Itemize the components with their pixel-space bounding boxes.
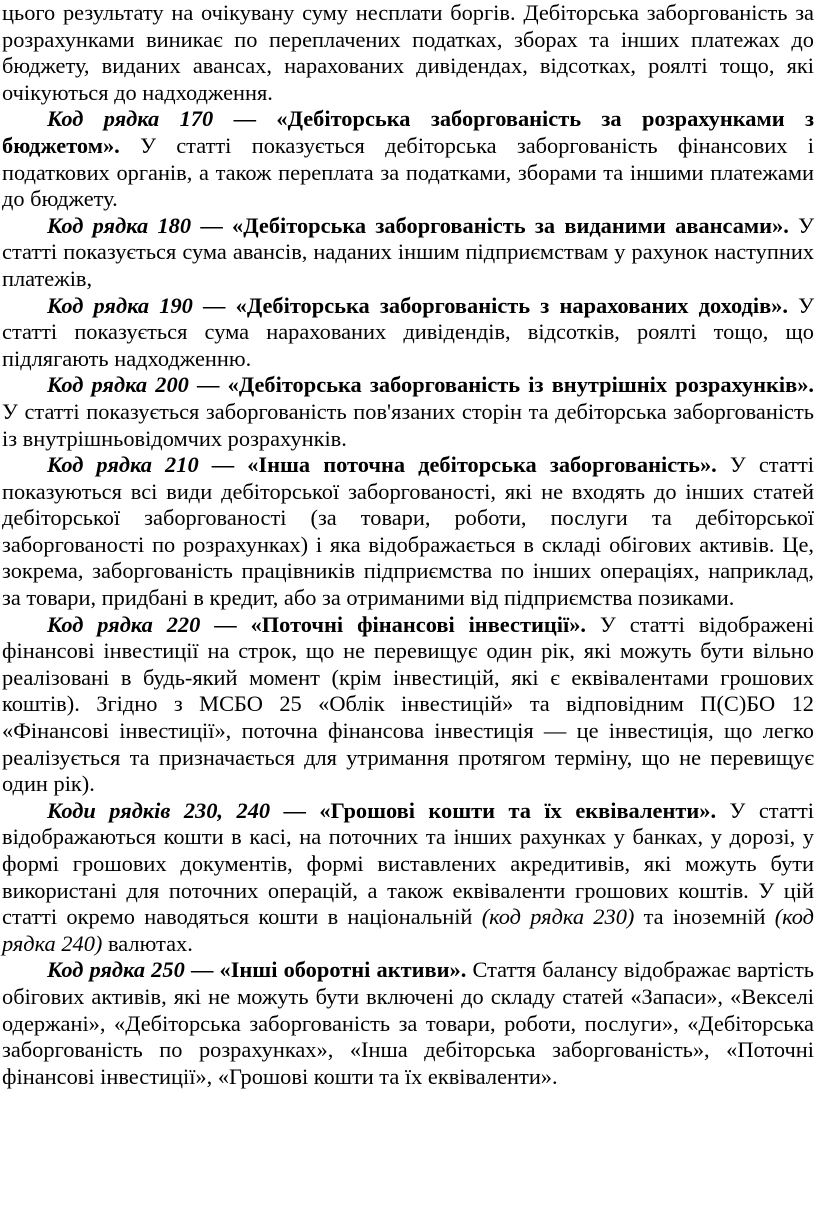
paragraph-text: У статті показується сума авансів, наданих іншим підприємствам у рахунок наступних платежів,	[2, 212, 815, 291]
dash: —	[191, 212, 233, 238]
paragraph-text: У статті показуються всі види дебіторської заборгованості, які не входять до інших статей дебіторської заборгованості (за товари, роботи, послуги та дебіторської заборгованості по розрахунках) і яка відображається в складі обігових активів. Це, зокрема, заборгованість працівників підприємства по інших операціях, наприклад, за товари, придбані в кредит, або за отриманими від підприємства позиками.	[2, 452, 814, 611]
row-heading: «Поточні фінансові інвестиції».	[250, 611, 586, 637]
paragraph-text: Стаття балансу відображає вартість обігових активів, які не можуть бути включені до складу статей «Запаси», «Векселі одержані», «Дебіторська заборгованість за товари, роботи, послуги», «Дебіторська заборгованість по розрахунках», «Інша дебіторська заборгованість», «Поточні фінансові інвестиції», «Грошові кошти та їх еквіваленти».	[2, 957, 814, 1089]
paragraph-text: У статті показується дебіторська заборгованість фінансових і податкових органів, а також переплата за податками, зборами та іншими платежами до бюджету.	[2, 132, 814, 212]
row-code-inline: (код рядка 240)	[2, 904, 815, 956]
row-heading: «Дебіторська заборгованість за виданими авансами».	[232, 212, 789, 238]
paragraph-text: У статті відображаються кошти в касі, на поточних та інших рахунках у банках, у дорозі, у формі грошових документів, формі виставлених акредитивів, які можуть бути використані для поточних операцій, а також еквіваленти грошових коштів. У цій статті окремо наводяться кошти в національній	[2, 797, 814, 930]
row-heading: «Грошові кошти та їх еквіваленти».	[319, 797, 717, 823]
row-heading: «Інша поточна дебіторська заборгованість».	[247, 452, 717, 478]
row-heading: «Дебіторська заборгованість із внутрішніх розрахунків».	[227, 372, 814, 398]
paragraph-text: У статті відображені фінансові інвестиції на строк, що не перевищує один рік, які можуть бути вільно реалізовані в будь-який момент (крім інвестицій, які є еквівалентами грошових коштів). Згідно з МСБО 25 «Облік інвестицій» та відповідним П(С)БО 12 «Фінансові інвестиції», поточна фінансова інвестиція — це інвестиція, що легко реалізується та призначається для утримання протягом терміну, що не перевищує один рік).	[2, 611, 814, 797]
dash: —	[188, 372, 228, 398]
paragraph-text: валютах.	[102, 930, 193, 956]
paragraph-text: У статті показується сума нарахованих дивідендів, відсотків, роялті тощо, що підлягають надходженню.	[2, 292, 815, 371]
dash: —	[192, 292, 236, 318]
paragraph-row-190	[2, 293, 814, 373]
paragraph-row-180	[2, 213, 814, 293]
paragraph-text: цього результату на очікувану суму несплати боргів. Дебіторська заборгованість за розрахунками виникає по переплачених податках, зборах та інших платежах до бюджету, виданих авансах, нарахованих дивідендах, відсотках, роялті тощо, які очікуються до надходження.	[2, 0, 814, 105]
dash: —	[213, 106, 277, 132]
row-code: Код рядка 250	[47, 957, 185, 983]
dash: —	[270, 797, 320, 823]
row-code: Код рядка 190	[47, 292, 193, 318]
row-heading: «Дебіторська заборгованість з нарахованих доходів».	[235, 292, 788, 318]
paragraph-row-170	[2, 106, 814, 212]
dash: —	[184, 957, 220, 983]
row-code: Коди рядків 230, 240	[47, 797, 271, 823]
paragraph-row-210	[2, 452, 814, 612]
paragraph-row-230-240	[2, 798, 814, 958]
paragraph-row-220	[2, 612, 814, 798]
paragraph-text: У статті показується заборгованість пов'язаних сторін та дебіторська заборгованість із внутрішньовідомчих розрахунків.	[2, 398, 814, 451]
paragraph-row-200	[2, 372, 814, 452]
paragraph-row-250	[2, 957, 814, 1090]
row-heading: «Інші оборотні активи».	[219, 957, 467, 983]
dash: —	[198, 452, 248, 478]
row-code: Код рядка 200	[47, 372, 189, 398]
row-code: Код рядка 220	[47, 611, 201, 637]
row-code: Код рядка 180	[47, 212, 192, 238]
row-code: Код рядка 170	[47, 106, 214, 132]
dash: —	[200, 611, 251, 637]
paragraph-text: та іноземній	[634, 904, 775, 930]
paragraph-intro	[2, 0, 814, 106]
row-heading: «Дебіторська заборгованість за розрахунками з бюджетом».	[2, 106, 815, 158]
row-code: Код рядка 210	[47, 452, 199, 478]
row-code-inline: (код рядка 230)	[481, 904, 635, 930]
